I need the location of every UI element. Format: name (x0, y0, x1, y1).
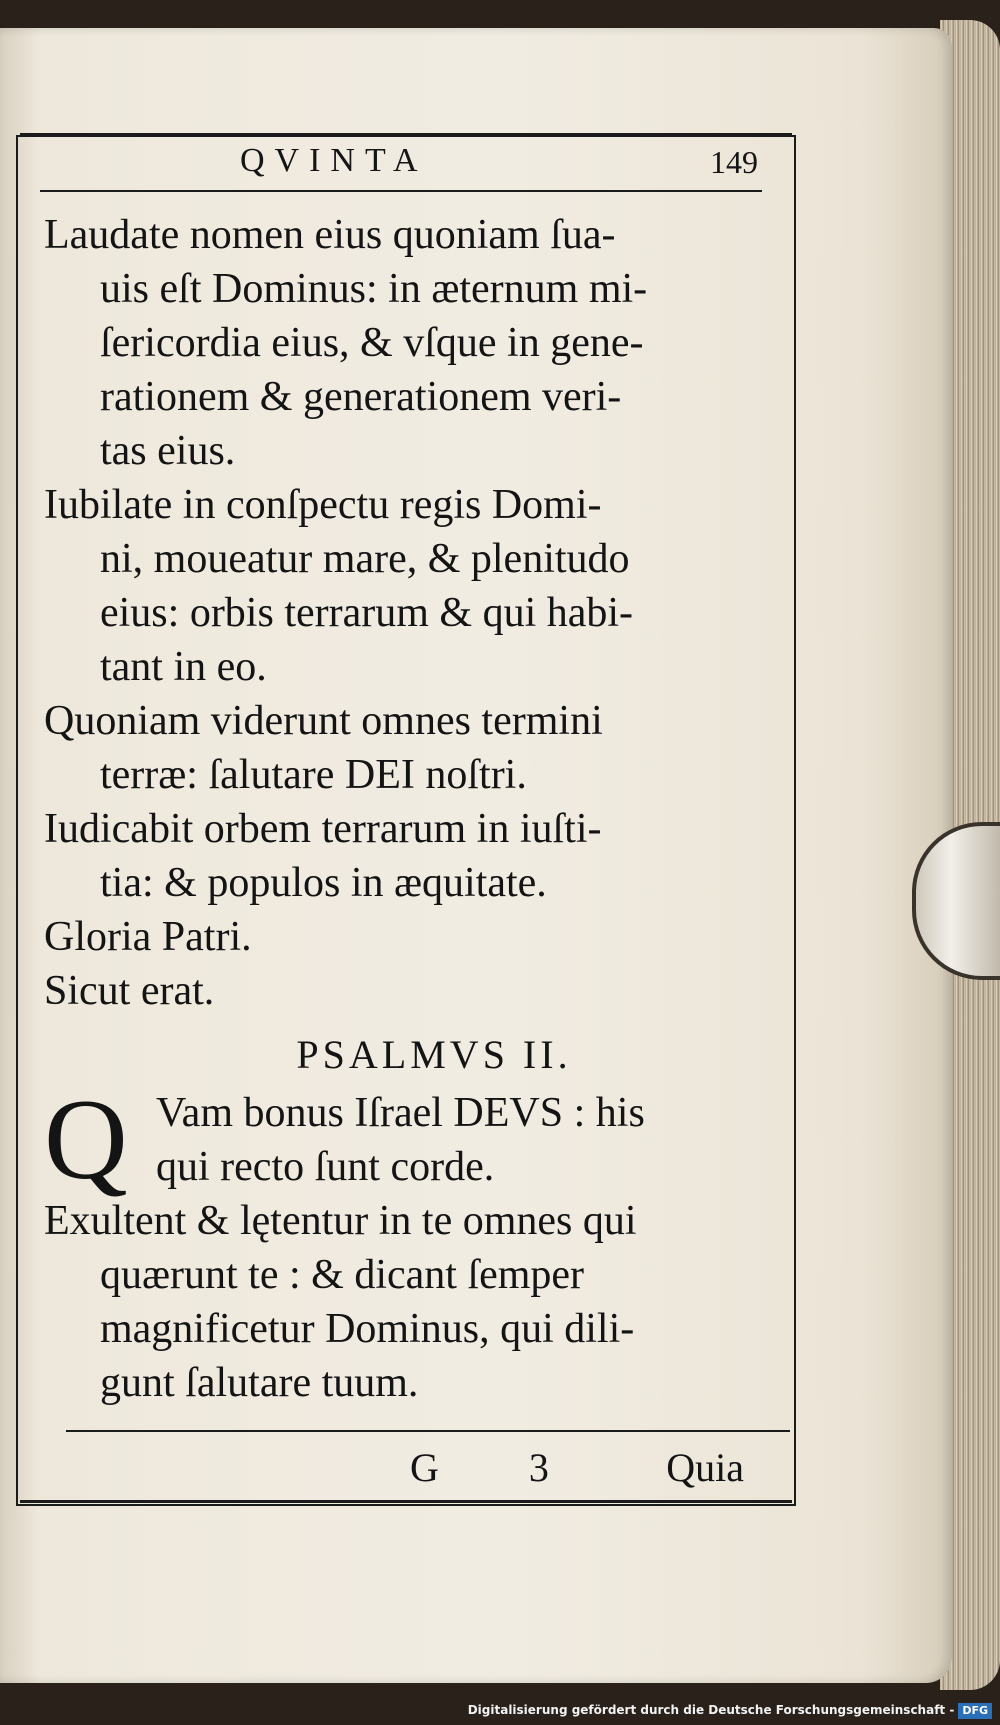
verse-line: Iudicabit orbem terrarum in iuſti- (44, 806, 602, 852)
credit-text: Digitalisierung gefördert durch die Deutsche Forschungsgemeinschaft - (467, 1703, 955, 1717)
bottom-rule (20, 1500, 792, 1503)
verse (44, 802, 764, 910)
page-number: 149 (710, 144, 758, 180)
verse-line: ni, moueatur mare, & plenitudo (100, 536, 630, 582)
page-footer (70, 1444, 770, 1494)
opening-verse-lines (156, 1086, 645, 1194)
opening-verse (44, 1076, 764, 1204)
sicut-erat: Sicut erat. (44, 968, 215, 1014)
verse-line: qui recto ſunt corde. (156, 1144, 495, 1190)
verse-line: gunt ſalutare tuum. (100, 1360, 419, 1406)
verse-line: eius: orbis terrarum & qui habi- (100, 590, 634, 636)
verse-line: magnificetur Dominus, qui dili- (100, 1306, 635, 1352)
digitization-credit (468, 1703, 992, 1721)
gloria-patri: Gloria Patri. (44, 914, 252, 960)
verse (44, 1194, 764, 1410)
verse-line: Quoniam viderunt omnes termini (44, 698, 603, 744)
verse-line: Laudate nomen eius quoniam ſua- (44, 212, 616, 258)
verse-line: terræ: ſalutare DEI noſtri. (100, 752, 527, 798)
verse (44, 478, 764, 694)
verse-line: quærunt te : & dicant ſemper (100, 1252, 585, 1298)
page-header (70, 142, 770, 188)
verse-line: uis eſt Dominus: in æternum mi- (100, 266, 648, 312)
dfg-logo: DFG (958, 1703, 992, 1719)
psalm-title: PSALMVS II. (296, 1032, 572, 1077)
verse (44, 694, 764, 802)
catchword: Quia (666, 1445, 744, 1490)
header-rule (40, 190, 762, 192)
verse-line: ſericordia eius, & vſque in gene- (100, 320, 644, 366)
signature-mark: G 3 (410, 1445, 589, 1490)
psalm-text (44, 208, 764, 1410)
verse-line: rationem & generationem veri- (100, 374, 622, 420)
verse-line: Vam bonus Iſrael DEVS : his (156, 1090, 645, 1136)
verse-line: tas eius. (100, 428, 236, 474)
drop-cap: Q (44, 1076, 128, 1204)
verse-line: tant in eo. (100, 644, 267, 690)
running-head: QVINTA (240, 142, 428, 179)
verse-line: Exultent & lętentur in te omnes qui (44, 1198, 637, 1244)
verse-line: Iubilate in conſpectu regis Domi- (44, 482, 602, 528)
verse (44, 208, 764, 478)
verse-line: tia: & populos in æquitate. (100, 860, 547, 906)
footer-rule (66, 1430, 790, 1432)
